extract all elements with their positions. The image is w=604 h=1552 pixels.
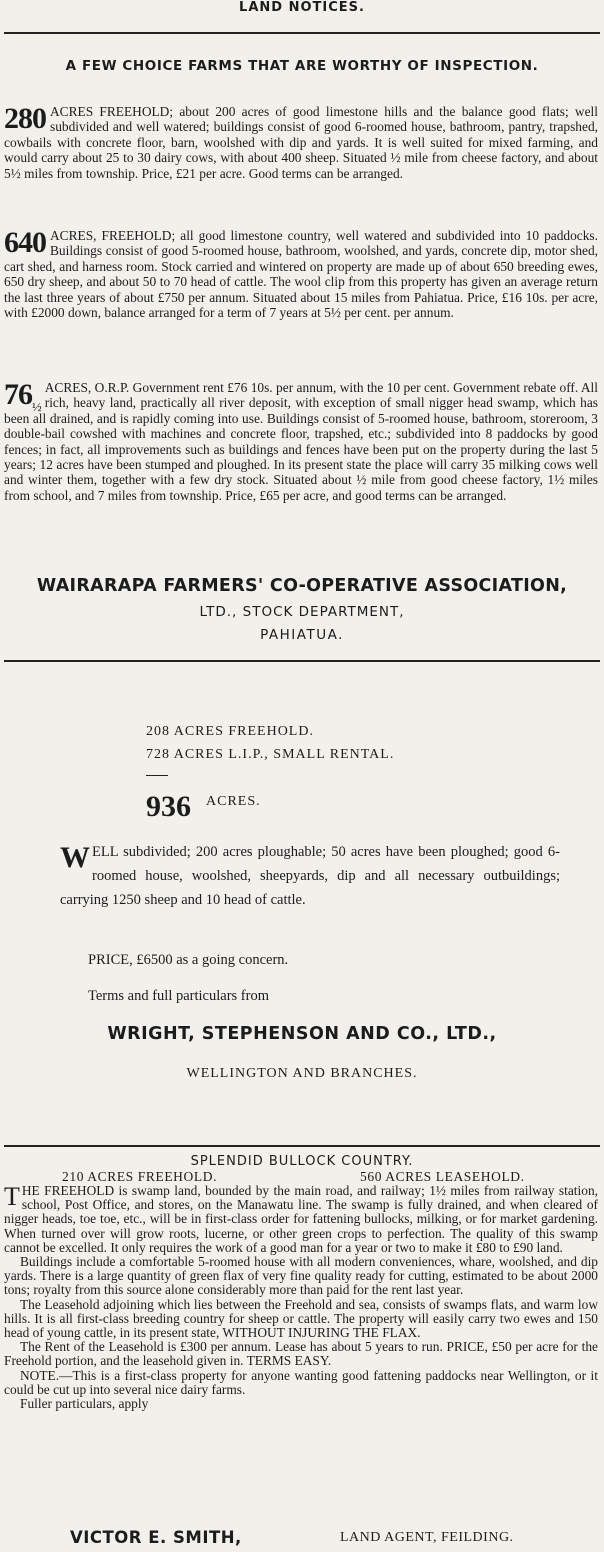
- listing-76-acres: [4, 380, 598, 503]
- wright-description: [60, 840, 560, 912]
- header-rule: [4, 32, 600, 34]
- listing-number: 280: [4, 102, 46, 135]
- smith-paragraph: The Rent of the Leasehold is £300 per annum. Lease has about 5 years to run. PRICE, £50 per acre for the Freehold portion, and the leasehold given in. TERMS EASY.: [4, 1339, 598, 1369]
- wright-total-number: 936: [146, 790, 191, 823]
- association-department: LTD., STOCK DEPARTMENT,: [199, 604, 405, 620]
- listing-number: 640: [4, 226, 46, 259]
- association-name: WAIRARAPA FARMERS' CO-OPERATIVE ASSOCIATION,: [36, 576, 568, 596]
- wright-firm-name: WRIGHT, STEPHENSON AND CO., LTD.,: [107, 1024, 497, 1044]
- section-rule: [4, 660, 600, 662]
- listing-640-acres: [4, 228, 598, 320]
- listing-text: ACRES, FREEHOLD; all good limestone country, well watered and subdivided into 10 paddocks. Buildings consist of good 5-roomed house, bathroom, woolshed, and yards, concrete dip, motor shed, cart shed, and harness room. Stock carried and wintered on property are made up of about 650 breeding ewes, 650 dry sheep, and about 50 to 70 head of cattle. The wool clip from this property has given an average return the last three years of about £750 per annum. Situated about 15 miles from Pahiatua. Price, £16 10s. per acre, with £2000 down, balance arranged for a term of 7 years at 5½ per cent. per annum.: [4, 228, 598, 321]
- wright-terms: Terms and full particulars from: [88, 988, 269, 1004]
- smith-title: SPLENDID BULLOCK COUNTRY.: [190, 1154, 414, 1169]
- smith-leasehold: 560 ACRES LEASEHOLD.: [360, 1169, 525, 1184]
- page-header: LAND NOTICES.: [239, 0, 365, 15]
- smith-paragraph: The Leasehold adjoining which lies between the Freehold and sea, consists of swamps flats, and warm low hills. It is all first-class breeding country for sheep or cattle. The property will easily carry two ewes and 150 head of young cattle, in its present state, WITHOUT INJURING THE FLAX.: [4, 1296, 598, 1341]
- drop-cap: T: [4, 1182, 20, 1211]
- section-title: A FEW CHOICE FARMS THAT ARE WORTHY OF INSPECTION.: [65, 58, 539, 74]
- wright-lip-line: 728 ACRES L.I.P., SMALL RENTAL.: [146, 747, 395, 762]
- listing-text: ACRES, O.R.P. Government rent £76 10s. per annum, with the 10 per cent. Government rebate off. All rich, heavy land, practically all river deposit, with exception of small nigger head swamp, which has been all drained, and is rapidly coming into use. Buildings consist of 5-roomed house, bathroom, storeroom, 3 double-bail cowshed with machines and concrete floor, trapshed, etc.; subdivided into 8 paddocks by good fences; in fact, all improvements such as buildings and fences have been put on the property during the last 5 years; 12 acres have been stumped and ploughed. In its present state the place will carry 35 milking cows well and winter them, together with a few dry stock. Situated about ½ mile from good cheese factory, 1½ miles from school, and 7 miles from township. Price, £65 per acre, and good terms can be arranged.: [4, 380, 598, 503]
- agent-location: LAND AGENT, FEILDING.: [340, 1530, 514, 1545]
- wright-total-label: ACRES.: [206, 794, 261, 809]
- wright-price: PRICE, £6500 as a going concern.: [88, 952, 289, 968]
- agent-name: VICTOR E. SMITH,: [70, 1528, 242, 1547]
- smith-paragraph: NOTE.—This is a first-class property for anyone wanting good fattening paddocks near Wellington, or it could be cut up into several nice dairy farms.: [4, 1367, 598, 1397]
- listing-text: ACRES FREEHOLD; about 200 acres of good limestone hills and the balance good flats; well subdivided and well watered; buildings consist of good 6-roomed house, bathroom, pantry, trapshed, cowbails with concrete floor, barn, woolshed with dip and yards. It is well suited for mixed farming, and would carry about 25 to 30 dairy cows, with about 400 sheep. Situated ½ mile from cheese factory, and about 5½ miles from township. Price, £21 per acre. Good terms can be arranged.: [4, 104, 598, 181]
- wright-body-text: ELL subdivided; 200 acres ploughable; 50 acres have been ploughed; good 6-roomed house, woolshed, sheepyards, dip and all necessary outbuildings; carrying 1250 sheep and 10 head of cattle.: [60, 844, 560, 908]
- listing-280-acres: [4, 104, 598, 181]
- section-rule: [4, 1145, 600, 1147]
- smith-paragraph: Fuller particulars, apply: [20, 1396, 149, 1412]
- association-town: PAHIATUA.: [260, 627, 344, 643]
- smith-description: [4, 1184, 598, 1411]
- listing-fraction: ½: [32, 399, 41, 414]
- listing-number: $76_{\frac{1}{2}}$: [4, 378, 41, 414]
- wright-freehold-line: 208 ACRES FREEHOLD.: [146, 724, 314, 739]
- short-rule: [146, 775, 168, 776]
- smith-freehold: 210 ACRES FREEHOLD.: [62, 1169, 218, 1184]
- drop-cap: W: [60, 841, 90, 874]
- wright-branches: WELLINGTON AND BRANCHES.: [186, 1066, 418, 1081]
- smith-paragraph: Buildings include a comfortable 5-roomed house with all modern conveniences, whare, woolshed, and dip yards. There is a large quantity of green flax of very fine quality ready for cutting, estimated to be about 2000 tons; royalty from this source alone considerably more than paid for the rent last year.: [4, 1254, 598, 1298]
- smith-paragraph: THE FREEHOLD is swamp land, bounded by the main road, and railway; 1½ miles from railway station, school, Post Office, and stores, on the Manawatu line. The swamp is fully drained, and when cleared of nigger heads, toe toe, etc., will be in first-class order for fattening bullocks, milking, or for market gardening. When turned over will grow roots, lucerne, or other green crops to perfection. The quality of this swamp cannot be excelled. It only requires the work of a good man for a year or two to make it £80 to £90 land.: [4, 1182, 598, 1255]
